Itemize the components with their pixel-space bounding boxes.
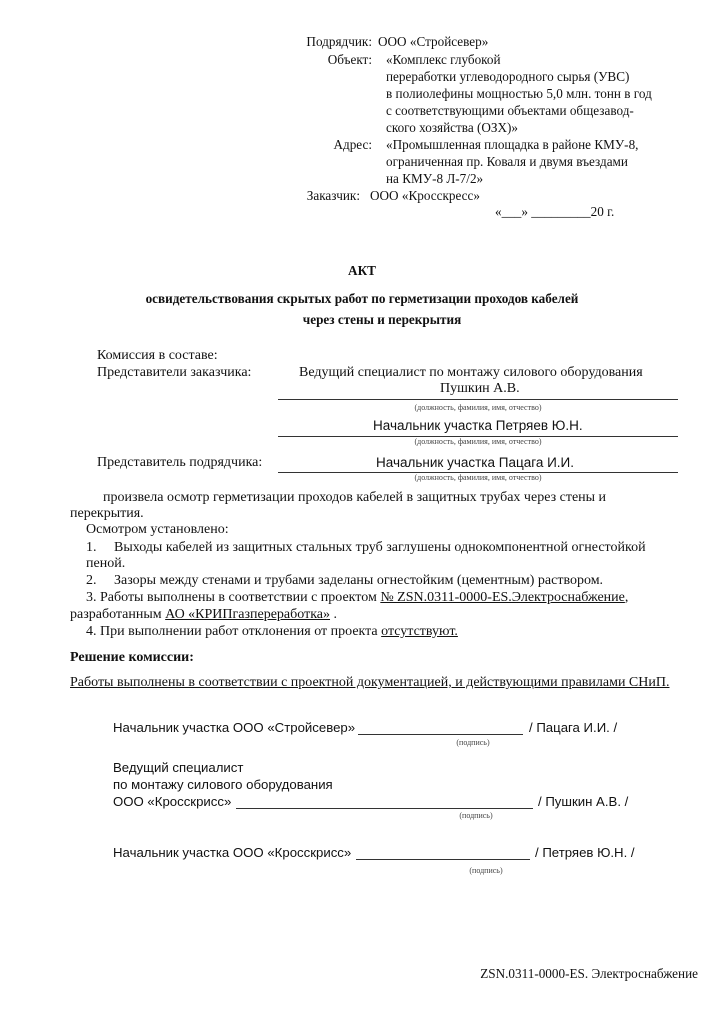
project-reference: № ZSN.0311-0000-ES.Электроснабжение [380, 590, 625, 605]
developer-reference: АО «КРИПгазпереработка» [165, 607, 331, 622]
commission-intro: Комиссия в составе: [97, 348, 218, 363]
deviation-value: отсутствуют. [381, 624, 458, 639]
signatory-role: Начальник участка ООО «Стройсевер» [113, 720, 356, 735]
item-text: 4. При выполнении работ отклонения от проекта [86, 624, 382, 639]
object-label: Объект: [327, 52, 372, 67]
signature-caption: (подпись) [456, 738, 490, 747]
signature-line [358, 734, 523, 735]
document-subtitle: через стены и перекрытия [302, 312, 462, 327]
list-item [86, 624, 458, 640]
decision-heading: Решение комиссии: [70, 650, 194, 665]
list-item: Зазоры между стенами и трубами заделаны огнестойким (цементным) раствором. [114, 573, 604, 588]
item-number: 2. [86, 573, 97, 588]
document-title: АКТ [348, 263, 376, 278]
customer-value: ООО «Кросскресс» [370, 188, 480, 203]
field-caption: (должность, фамилия, имя, отчество) [414, 473, 542, 482]
signature-line [236, 808, 533, 809]
object-line: ского хозяйства (ОЗХ)» [386, 120, 519, 135]
item-text: разработанным [70, 607, 166, 622]
customer-reps-label: Представители заказчика: [97, 365, 252, 380]
address-line: «Промышленная площадка в районе КМУ-8, [386, 137, 639, 152]
object-line: в полиолефины мощностью 5,0 млн. тонн в год [386, 86, 652, 101]
date-line: «___» _________20 г. [495, 204, 615, 219]
footer-document-code: ZSN.0311-0000-ES. Электроснабжение [480, 966, 698, 981]
inspection-text: произвела осмотр герметизации проходов кабелей в защитных трубах через стены и [103, 490, 607, 505]
item-text: , [624, 590, 629, 605]
signatory-name: / Петряев Ю.Н. / [535, 845, 635, 860]
object-line: «Комплекс глубокой [386, 52, 501, 67]
object-line: с соответствующими объектами общезавод- [386, 103, 634, 118]
contractor-rep-label: Представитель подрядчика: [97, 455, 263, 470]
signature-caption: (подпись) [469, 866, 503, 875]
item-text: 3. Работы выполнены в соответствии с проектом [86, 590, 381, 605]
list-item [70, 607, 337, 623]
signature-line [356, 859, 530, 860]
contractor-rep: Начальник участка Пацага И.И. [376, 455, 574, 470]
decision-text: Работы выполнены в соответствии с проектной документацией, и действующими правилами СНиП. [70, 675, 670, 690]
list-item [86, 590, 628, 606]
signature-caption: (подпись) [459, 811, 493, 820]
signatory-name: / Пацага И.И. / [529, 720, 618, 735]
established-heading: Осмотром установлено: [86, 522, 229, 537]
signatory-role: по монтажу силового оборудования [113, 777, 333, 792]
field-caption: (должность, фамилия, имя, отчество) [414, 437, 542, 446]
document-subtitle: освидетельствования скрытых работ по герметизации проходов кабелей [145, 291, 579, 306]
object-line: переработки углеводородного сырья (УВС) [386, 69, 630, 84]
address-line: ограниченная пр. Коваля и двумя въездами [386, 154, 628, 169]
customer-rep-1-name: Пушкин А.В. [440, 381, 520, 396]
address-label: Адрес: [333, 137, 372, 152]
address-line: на КМУ-8 Л-7/2» [386, 171, 484, 186]
field-underline [278, 399, 678, 400]
signatory-role: Ведущий специалист [113, 760, 244, 775]
list-item: пеной. [86, 556, 126, 571]
contractor-value: ООО «Стройсевер» [378, 34, 489, 49]
signatory-role: ООО «Кросскрисс» [113, 794, 232, 809]
field-caption: (должность, фамилия, имя, отчество) [414, 403, 542, 412]
contractor-label: Подрядчик: [306, 34, 372, 49]
signatory-name: / Пушкин А.В. / [538, 794, 629, 809]
customer-label: Заказчик: [306, 188, 360, 203]
customer-rep-2: Начальник участка Петряев Ю.Н. [373, 418, 583, 433]
signatory-role: Начальник участка ООО «Кросскрисс» [113, 845, 352, 860]
item-text: . [330, 607, 338, 622]
item-number: 1. [86, 540, 97, 555]
list-item: Выходы кабелей из защитных стальных труб заглушены однокомпонентной огнестойкой [114, 540, 646, 555]
customer-rep-1: Ведущий специалист по монтажу силового оборудования [299, 365, 643, 380]
inspection-text: перекрытия. [70, 506, 144, 521]
